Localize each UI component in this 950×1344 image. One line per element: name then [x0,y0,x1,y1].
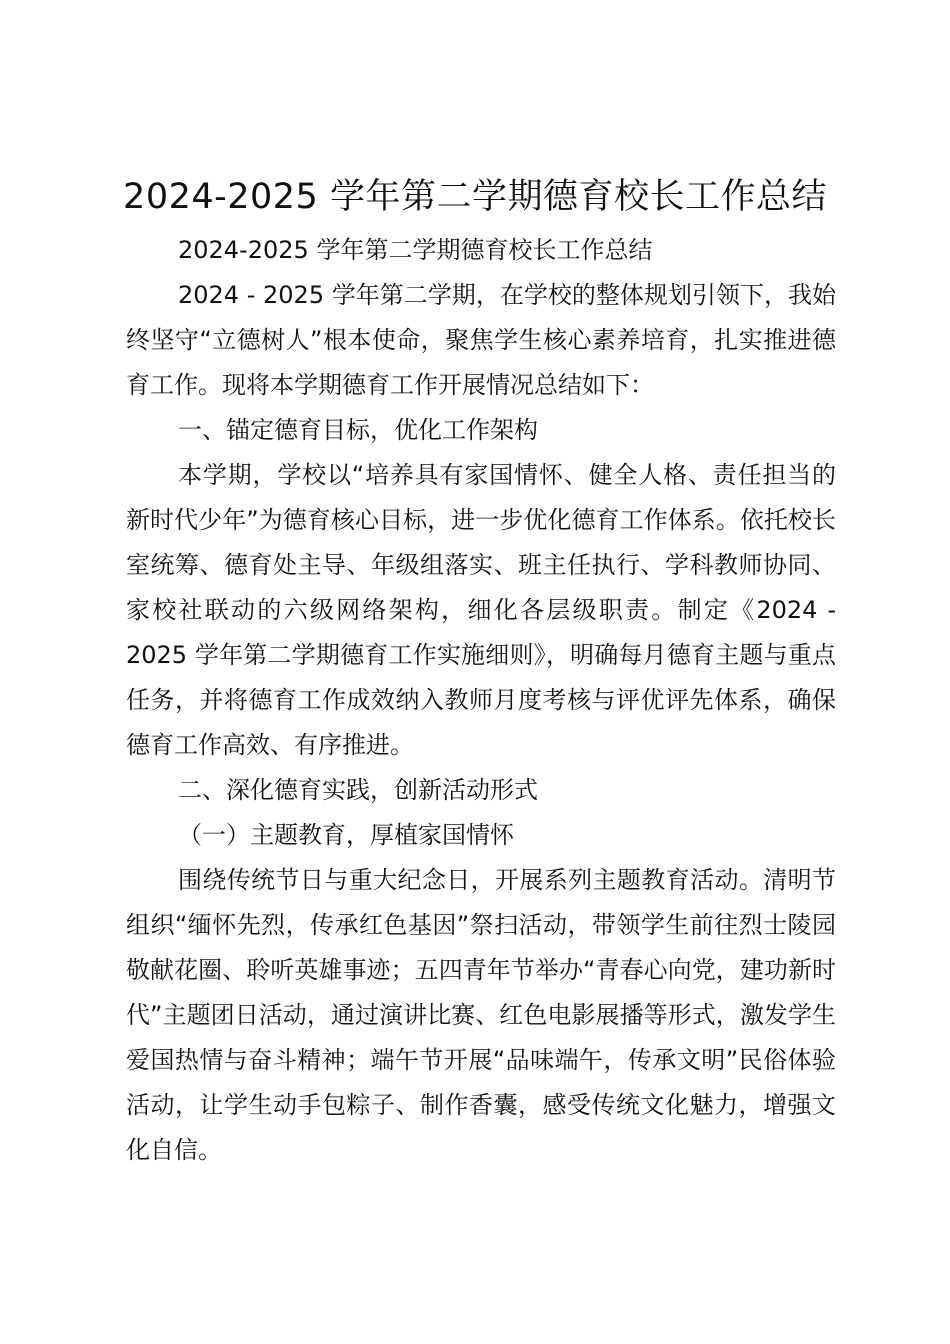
subsection-heading-1: （一）主题教育，厚植家国情怀 [178,821,514,849]
section-heading-1: 一、锚定德育目标，优化工作架构 [178,416,538,444]
subtitle-paragraph: 2024-2025 学年第二学期德育校长工作总结 [178,236,653,264]
section-1-paragraph: 本学期，学校以“培养具有家国情怀、健全人格、责任担当的新时代少年”为德育核心目标，进一步优化德育工作体系。依托校长室统筹、德育处主导、年级组落实、班主任执行、学科教师协同、家校社联动的六级网络架构，细化各层级职责。制定《2024 - 2025 学年第二学期德育工作实施细则》，明确每月德育主题与重点任务，并将德育工作成效纳入教师月度考核与评优评先体系，确保德育工作高效、有序推进。 [126,461,836,759]
subsection-1-paragraph: 围绕传统节日与重大纪念日，开展系列主题教育活动。清明节组织“缅怀先烈，传承红色基因”祭扫活动，带领学生前往烈士陵园敬献花圈、聆听英雄事迹；五四青年节举办“青春心向党，建功新时代”主题团日活动，通过演讲比赛、红色电影展播等形式，激发学生爱国热情与奋斗精神；端午节开展“品味端午，传承文明”民俗体验活动，让学生动手包粽子、制作香囊，感受传统文化魅力，增强文化自信。 [126,866,836,1164]
intro-paragraph: 2024 - 2025 学年第二学期，在学校的整体规划引领下，我始终坚守“立德树人”根本使命，聚焦学生核心素养培育，扎实推进德育工作。现将本学期德育工作开展情况总结如下： [126,281,836,399]
document-body [126,228,836,1173]
document-title: 2024-2025 学年第二学期德育校长工作总结 [123,177,827,217]
section-heading-2: 二、深化德育实践，创新活动形式 [178,776,538,804]
